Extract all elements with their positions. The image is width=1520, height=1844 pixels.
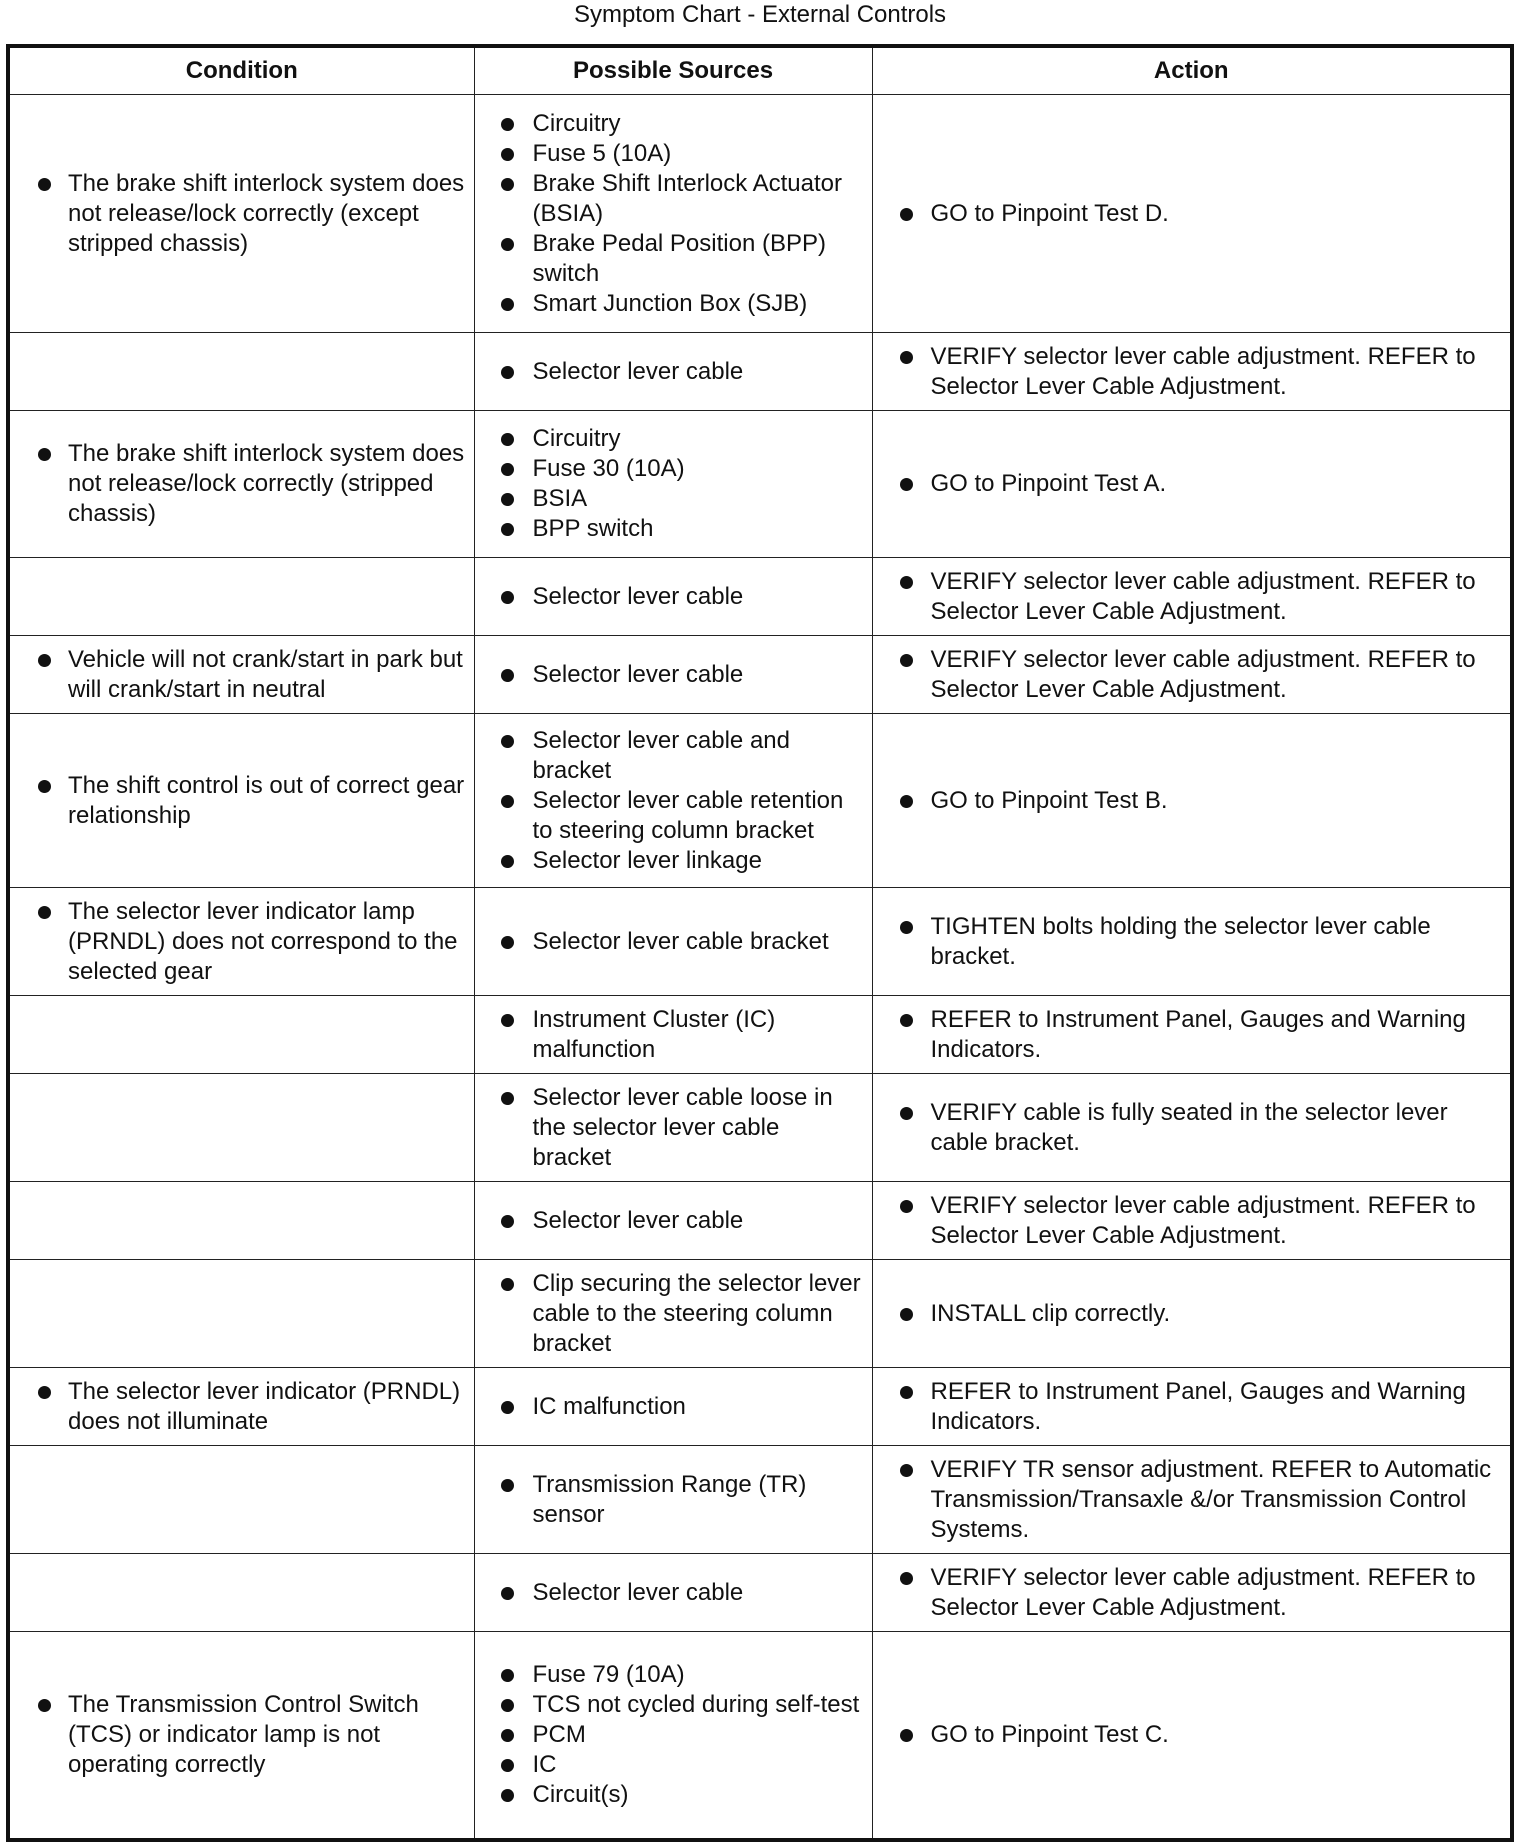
action-list	[883, 1098, 1503, 1158]
bullet-icon	[501, 1014, 514, 1027]
list-item	[883, 1720, 1503, 1750]
action-text: GO to Pinpoint Test A.	[930, 470, 1167, 497]
condition-text: The brake shift interlock system does not release/lock correctly (except stripped chassis)	[68, 169, 465, 257]
list-item	[485, 660, 864, 690]
condition-text: The Transmission Control Switch (TCS) or indicator lamp is not operating correctly	[68, 1690, 419, 1778]
sources-cell	[474, 1446, 872, 1554]
list-item	[485, 1005, 864, 1065]
bullet-icon	[900, 1386, 913, 1399]
list-item	[485, 229, 864, 289]
sources-list	[485, 1206, 864, 1236]
table-row	[8, 996, 1512, 1074]
condition-list	[20, 1377, 466, 1437]
condition-list	[20, 897, 466, 987]
bullet-icon	[501, 936, 514, 949]
sources-text: Transmission Range (TR) sensor	[532, 1470, 807, 1528]
list-item	[485, 1269, 864, 1359]
action-list	[883, 1455, 1503, 1545]
list-item	[883, 1098, 1503, 1158]
action-cell	[872, 714, 1512, 888]
sources-cell	[474, 714, 872, 888]
sources-text: Selector lever cable	[532, 357, 744, 385]
condition-list	[20, 1690, 466, 1780]
sources-text: Smart Junction Box (SJB)	[532, 289, 808, 317]
action-cell	[872, 95, 1512, 333]
action-text: VERIFY TR sensor adjustment. REFER to Automatic Transmission/Transaxle &/or Transmission Control Systems.	[930, 1455, 1492, 1543]
list-item	[20, 1377, 466, 1437]
action-list	[883, 645, 1503, 705]
condition-list	[20, 645, 466, 705]
list-item	[485, 514, 864, 544]
bullet-icon	[501, 1789, 514, 1802]
sources-list	[485, 726, 864, 876]
bullet-icon	[900, 654, 913, 667]
bullet-icon	[501, 591, 514, 604]
sources-cell	[474, 636, 872, 714]
bullet-icon	[501, 238, 514, 251]
bullet-icon	[900, 208, 913, 221]
condition-cell	[8, 1074, 474, 1182]
list-item	[883, 342, 1503, 402]
list-item	[485, 927, 864, 957]
action-cell	[872, 1554, 1512, 1632]
list-item	[20, 1690, 466, 1780]
list-item	[485, 1720, 864, 1750]
bullet-icon	[501, 118, 514, 131]
list-item	[485, 1206, 864, 1236]
action-text: VERIFY selector lever cable adjustment. REFER to Selector Lever Cable Adjustment.	[930, 342, 1476, 400]
bullet-icon	[900, 795, 913, 808]
action-text: REFER to Instrument Panel, Gauges and Warning Indicators.	[930, 1005, 1466, 1063]
list-item	[883, 199, 1503, 229]
action-cell	[872, 333, 1512, 411]
sources-text: Selector lever cable loose in the selector lever cable bracket	[532, 1083, 833, 1171]
bullet-icon	[501, 366, 514, 379]
sources-list	[485, 1392, 864, 1422]
condition-text: The selector lever indicator (PRNDL) does not illuminate	[68, 1377, 461, 1435]
bullet-icon	[501, 1215, 514, 1228]
condition-cell	[8, 1632, 474, 1840]
sources-cell	[474, 1260, 872, 1368]
bullet-icon	[38, 906, 51, 919]
sources-cell	[474, 888, 872, 996]
sources-text: Fuse 5 (10A)	[532, 139, 672, 167]
bullet-icon	[38, 1386, 51, 1399]
condition-text: The shift control is out of correct gear relationship	[68, 771, 465, 829]
bullet-icon	[900, 1729, 913, 1742]
sources-cell	[474, 1074, 872, 1182]
action-list	[883, 1720, 1503, 1750]
sources-list	[485, 1470, 864, 1530]
list-item	[20, 771, 466, 831]
sources-cell	[474, 996, 872, 1074]
sources-list	[485, 424, 864, 544]
condition-list	[20, 439, 466, 529]
sources-list	[485, 1578, 864, 1608]
condition-cell	[8, 1182, 474, 1260]
sources-list	[485, 357, 864, 387]
bullet-icon	[38, 1699, 51, 1712]
bullet-icon	[501, 493, 514, 506]
condition-text: The selector lever indicator lamp (PRNDL) does not correspond to the selected gear	[68, 897, 458, 985]
action-list	[883, 1191, 1503, 1251]
chart-title: Symptom Chart - External Controls	[573, 1, 947, 28]
list-item	[485, 289, 864, 319]
sources-cell	[474, 1632, 872, 1840]
bullet-icon	[501, 148, 514, 161]
action-cell	[872, 1260, 1512, 1368]
action-list	[883, 567, 1503, 627]
action-text: GO to Pinpoint Test C.	[930, 1720, 1169, 1748]
sources-text: Selector lever cable	[532, 660, 744, 688]
list-item	[485, 582, 864, 612]
bullet-icon	[900, 1464, 913, 1477]
action-cell	[872, 1368, 1512, 1446]
list-item	[485, 424, 864, 454]
table-row	[8, 888, 1512, 996]
list-item	[485, 786, 864, 846]
sources-text: IC	[532, 1750, 557, 1778]
sources-text: Circuitry	[532, 425, 621, 452]
list-item	[485, 726, 864, 786]
sources-text: Selector lever cable	[532, 582, 744, 610]
list-item	[485, 1392, 864, 1422]
sources-text: TCS not cycled during self-test	[532, 1690, 860, 1718]
action-list	[883, 1377, 1503, 1437]
sources-text: Selector lever cable bracket	[532, 927, 829, 955]
bullet-icon	[501, 433, 514, 446]
list-item	[883, 469, 1503, 499]
sources-cell	[474, 1554, 872, 1632]
bullet-icon	[900, 478, 913, 491]
action-text: TIGHTEN bolts holding the selector lever cable bracket.	[930, 912, 1431, 970]
sources-list	[485, 109, 864, 319]
table-row	[8, 558, 1512, 636]
action-list	[883, 912, 1503, 972]
table-row	[8, 333, 1512, 411]
action-list	[883, 342, 1503, 402]
action-cell	[872, 1182, 1512, 1260]
list-item	[883, 645, 1503, 705]
sources-text: Brake Shift Interlock Actuator (BSIA)	[532, 169, 842, 227]
table-row	[8, 1260, 1512, 1368]
bullet-icon	[38, 448, 51, 461]
sources-text: Fuse 79 (10A)	[532, 1660, 685, 1688]
sources-list	[485, 1005, 864, 1065]
action-cell	[872, 1446, 1512, 1554]
sources-list	[485, 582, 864, 612]
sources-text: Selector lever linkage	[532, 846, 762, 874]
action-list	[883, 1005, 1503, 1065]
table-row	[8, 1446, 1512, 1554]
sources-cell	[474, 411, 872, 558]
condition-cell	[8, 333, 474, 411]
list-item	[485, 1690, 864, 1720]
header-row	[8, 46, 1512, 95]
bullet-icon	[501, 1759, 514, 1772]
condition-text: Vehicle will not crank/start in park but will crank/start in neutral	[68, 645, 463, 703]
list-item	[883, 786, 1503, 816]
sources-text: PCM	[532, 1720, 586, 1748]
list-item	[883, 1377, 1503, 1437]
action-list	[883, 1299, 1503, 1329]
action-cell	[872, 411, 1512, 558]
list-item	[485, 169, 864, 229]
bullet-icon	[501, 1401, 514, 1414]
list-item	[883, 1191, 1503, 1251]
sources-list	[485, 927, 864, 957]
sources-text: Selector lever cable retention to steering column bracket	[532, 786, 844, 844]
action-list	[883, 786, 1503, 816]
list-item	[485, 1660, 864, 1690]
list-item	[485, 1083, 864, 1173]
list-item	[20, 645, 466, 705]
action-text: GO to Pinpoint Test B.	[930, 786, 1168, 814]
bullet-icon	[900, 1572, 913, 1585]
table-row	[8, 1368, 1512, 1446]
list-item	[485, 109, 864, 139]
bullet-icon	[501, 795, 514, 808]
action-cell	[872, 996, 1512, 1074]
sources-cell	[474, 333, 872, 411]
bullet-icon	[501, 523, 514, 536]
table-body	[8, 95, 1512, 1840]
bullet-icon	[501, 669, 514, 682]
sources-text: Brake Pedal Position (BPP) switch	[532, 229, 826, 287]
bullet-icon	[900, 1200, 913, 1213]
sources-text: Circuitry	[532, 109, 621, 137]
bullet-icon	[501, 1479, 514, 1492]
sources-cell	[474, 558, 872, 636]
condition-list	[20, 771, 466, 831]
condition-cell	[8, 558, 474, 636]
action-text: REFER to Instrument Panel, Gauges and Warning Indicators.	[930, 1377, 1466, 1435]
sources-text: Selector lever cable and bracket	[532, 726, 790, 784]
bullet-icon	[501, 735, 514, 748]
bullet-icon	[900, 351, 913, 364]
bullet-icon	[501, 178, 514, 191]
condition-cell	[8, 1368, 474, 1446]
condition-text: The brake shift interlock system does not release/lock correctly (stripped chassis)	[68, 440, 465, 527]
bullet-icon	[501, 1729, 514, 1742]
action-text: VERIFY selector lever cable adjustment. REFER to Selector Lever Cable Adjustment.	[930, 567, 1476, 625]
bullet-icon	[900, 1308, 913, 1321]
table-row	[8, 1554, 1512, 1632]
list-item	[20, 439, 466, 529]
list-item	[883, 1005, 1503, 1065]
action-list	[883, 199, 1503, 229]
list-item	[20, 897, 466, 987]
symptom-table	[6, 44, 1514, 1842]
header-condition: Condition	[8, 46, 474, 95]
bullet-icon	[900, 1014, 913, 1027]
sources-text: BSIA	[532, 485, 588, 512]
sources-text: Selector lever cable	[532, 1578, 744, 1606]
bullet-icon	[501, 1278, 514, 1291]
condition-cell	[8, 996, 474, 1074]
action-list	[883, 1563, 1503, 1623]
action-text: VERIFY selector lever cable adjustment. REFER to Selector Lever Cable Adjustment.	[930, 645, 1476, 703]
list-item	[485, 846, 864, 876]
bullet-icon	[501, 298, 514, 311]
list-item	[20, 169, 466, 259]
list-item	[485, 139, 864, 169]
table-row	[8, 411, 1512, 558]
bullet-icon	[900, 576, 913, 589]
sources-text: IC malfunction	[532, 1392, 686, 1420]
list-item	[485, 1750, 864, 1780]
table-row	[8, 1074, 1512, 1182]
header-possible-sources: Possible Sources	[474, 46, 872, 95]
table-row	[8, 714, 1512, 888]
bullet-icon	[501, 1699, 514, 1712]
bullet-icon	[900, 921, 913, 934]
header-action: Action	[872, 46, 1512, 95]
list-item	[485, 357, 864, 387]
list-item	[883, 1455, 1503, 1545]
list-item	[485, 1470, 864, 1530]
action-cell	[872, 558, 1512, 636]
list-item	[485, 454, 864, 484]
list-item	[883, 912, 1503, 972]
bullet-icon	[501, 1587, 514, 1600]
sources-text: Circuit(s)	[532, 1780, 629, 1808]
sources-text: BPP switch	[532, 515, 654, 542]
sources-text: Clip securing the selector lever cable to the steering column bracket	[532, 1269, 861, 1357]
table-row	[8, 95, 1512, 333]
condition-cell	[8, 888, 474, 996]
table-row	[8, 636, 1512, 714]
action-text: VERIFY selector lever cable adjustment. REFER to Selector Lever Cable Adjustment.	[930, 1191, 1476, 1249]
bullet-icon	[501, 463, 514, 476]
sources-cell	[474, 1368, 872, 1446]
list-item	[883, 567, 1503, 627]
list-item	[883, 1299, 1503, 1329]
condition-cell	[8, 411, 474, 558]
bullet-icon	[38, 780, 51, 793]
action-cell	[872, 888, 1512, 996]
action-text: VERIFY selector lever cable adjustment. REFER to Selector Lever Cable Adjustment.	[930, 1563, 1476, 1621]
condition-cell	[8, 1554, 474, 1632]
sources-cell	[474, 95, 872, 333]
list-item	[485, 1780, 864, 1810]
action-text: GO to Pinpoint Test D.	[930, 199, 1169, 227]
condition-cell	[8, 636, 474, 714]
sources-text: Fuse 30 (10A)	[532, 455, 685, 482]
bullet-icon	[501, 855, 514, 868]
condition-cell	[8, 714, 474, 888]
sources-text: Instrument Cluster (IC) malfunction	[532, 1005, 776, 1063]
bullet-icon	[501, 1669, 514, 1682]
sources-text: Selector lever cable	[532, 1206, 744, 1234]
sources-cell	[474, 1182, 872, 1260]
bullet-icon	[900, 1107, 913, 1120]
bullet-icon	[501, 1092, 514, 1105]
bullet-icon	[38, 654, 51, 667]
sources-list	[485, 660, 864, 690]
sources-list	[485, 1660, 864, 1810]
action-text: INSTALL clip correctly.	[930, 1299, 1171, 1327]
condition-cell	[8, 1260, 474, 1368]
action-text: VERIFY cable is fully seated in the selector lever cable bracket.	[930, 1098, 1448, 1156]
condition-cell	[8, 1446, 474, 1554]
list-item	[883, 1563, 1503, 1623]
table-row	[8, 1632, 1512, 1840]
action-list	[883, 469, 1503, 499]
table-row	[8, 1182, 1512, 1260]
condition-cell	[8, 95, 474, 333]
sources-list	[485, 1269, 864, 1359]
sources-list	[485, 1083, 864, 1173]
action-cell	[872, 1074, 1512, 1182]
condition-list	[20, 169, 466, 259]
bullet-icon	[38, 178, 51, 191]
action-cell	[872, 1632, 1512, 1840]
list-item	[485, 484, 864, 514]
action-cell	[872, 636, 1512, 714]
list-item	[485, 1578, 864, 1608]
